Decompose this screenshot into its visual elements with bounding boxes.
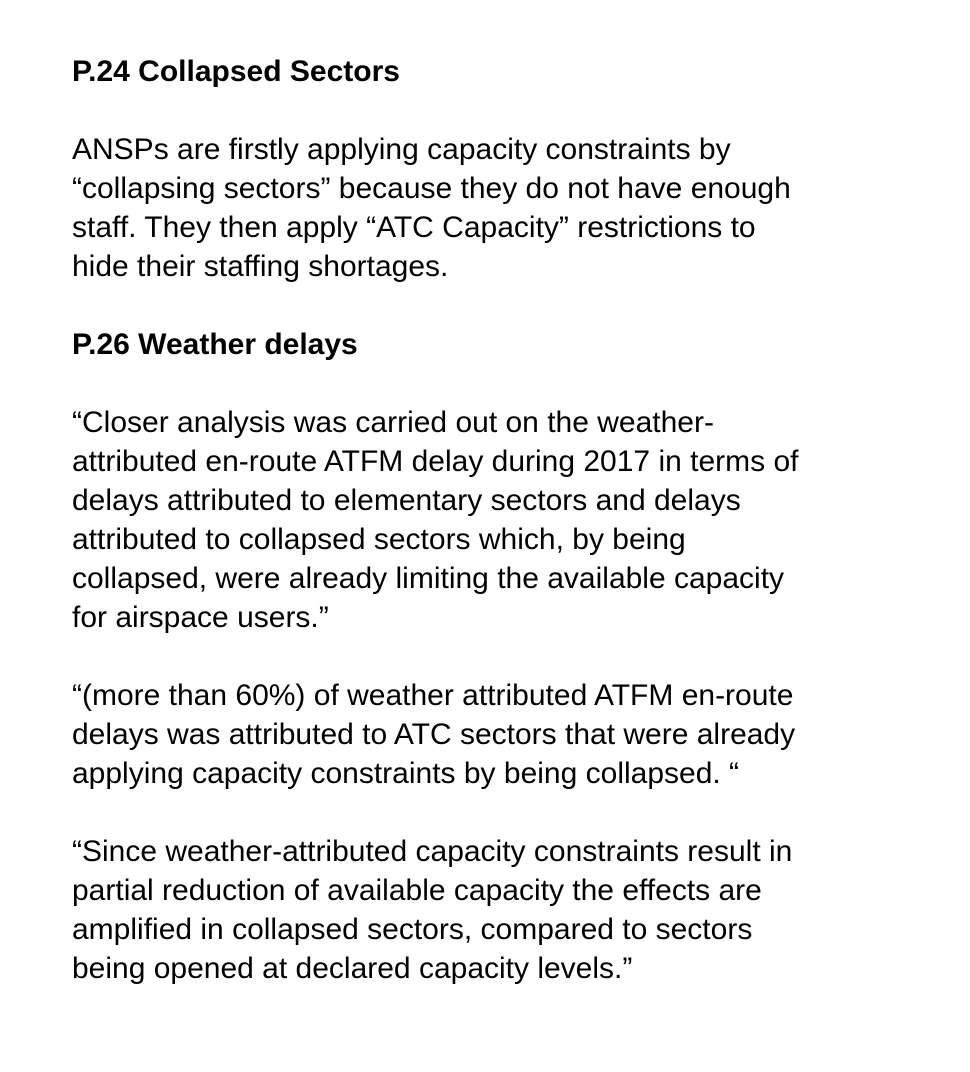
section-p26 [72, 325, 952, 988]
paragraph-line: applying capacity constraints by being collapsed. “ [72, 757, 740, 790]
paragraph-line: collapsed, were already limiting the available capacity [72, 562, 785, 595]
paragraph-line: for airspace users.” [72, 601, 329, 634]
paragraph-line: hide their staffing shortages. [72, 250, 449, 283]
section-heading: P.26 Weather delays [72, 328, 358, 361]
paragraph-line: “Closer analysis was carried out on the weather- [72, 406, 714, 439]
paragraph-line: attributed en-route ATFM delay during 2017 in terms of [72, 445, 799, 478]
quote-paragraph [72, 832, 952, 988]
paragraph-line: being opened at declared capacity levels.” [72, 952, 633, 985]
section-p24 [72, 52, 952, 325]
paragraph-line: delays attributed to elementary sectors and delays [72, 484, 741, 517]
paragraph-line: ANSPs are firstly applying capacity constraints by [72, 133, 731, 166]
paragraph-line: “Since weather-attributed capacity constraints result in [72, 835, 793, 868]
paragraph-line: “(more than 60%) of weather attributed ATFM en-route [72, 679, 794, 712]
paragraph-line: “collapsing sectors” because they do not have enough [72, 172, 791, 205]
paragraph-line: staff. They then apply “ATC Capacity” restrictions to [72, 211, 756, 244]
section-heading: P.24 Collapsed Sectors [72, 55, 400, 88]
paragraph-line: amplified in collapsed sectors, compared to sectors [72, 913, 753, 946]
quote-paragraph [72, 403, 952, 637]
paragraph-line: attributed to collapsed sectors which, by being [72, 523, 686, 556]
document-page [72, 52, 952, 988]
paragraph-line: delays was attributed to ATC sectors that were already [72, 718, 796, 751]
quote-paragraph [72, 676, 952, 793]
paragraph [72, 130, 952, 286]
paragraph-line: partial reduction of available capacity the effects are [72, 874, 762, 907]
